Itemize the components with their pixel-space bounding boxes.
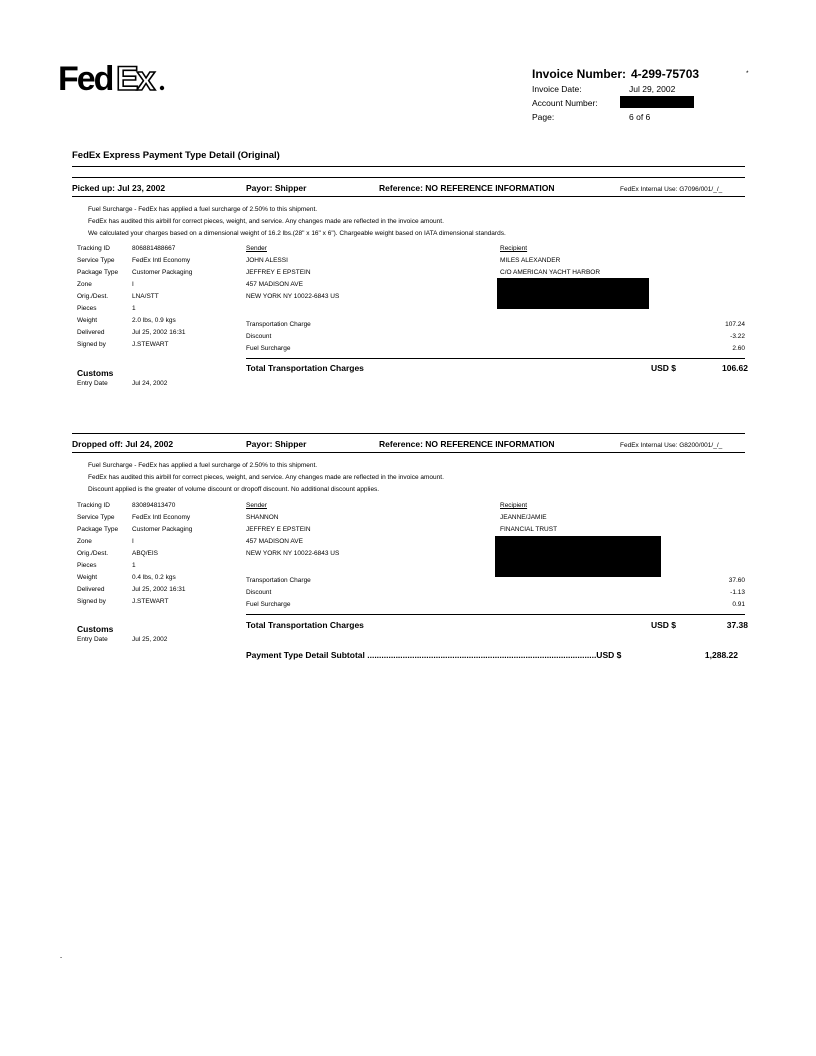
detail-label: Pieces: [77, 562, 97, 569]
charge-labels: [246, 319, 311, 355]
recipient-title: Recipient: [500, 245, 528, 252]
total-label: Total Transportation Charges: [246, 363, 364, 373]
package-type: Customer Packaging: [132, 269, 193, 276]
note-line: We calculated your charges based on a dimensional weight of 16.2 lbs.(28" x 16" x 6"). Chargeable weight based on IATA dimensional standards.: [88, 230, 506, 237]
total-currency: USD $: [651, 620, 677, 630]
charge-amount: 37.60: [728, 577, 745, 584]
charge-label: Discount: [246, 333, 272, 340]
account-number-redaction: [620, 96, 694, 108]
internal-use: FedEx Internal Use: G7096/001/_/_: [620, 186, 723, 193]
signed-by: J.STEWART: [132, 341, 169, 348]
note-line: Fuel Surcharge - FedEx has applied a fuel surcharge of 2.50% to this shipment.: [88, 462, 318, 469]
detail-label: Orig./Dest.: [77, 293, 109, 300]
detail-label: Pieces: [77, 305, 97, 312]
sender-block: [246, 500, 339, 560]
detail-label: Delivered: [77, 586, 105, 593]
sender-line: SHANNON: [246, 514, 279, 521]
corner-mark: *: [746, 70, 749, 77]
service-type: FedEx Intl Economy: [132, 257, 191, 264]
account-number-label: Account Number:: [532, 98, 598, 108]
detail-label: Orig./Dest.: [77, 550, 109, 557]
sender-line: 457 MADISON AVE: [246, 281, 303, 288]
total-rule: [246, 358, 745, 359]
signed-by: J.STEWART: [132, 598, 169, 605]
tracking-id: 806881488667: [132, 245, 176, 252]
charge-label: Fuel Surcharge: [246, 601, 291, 608]
entry-date: Jul 24, 2002: [132, 380, 168, 387]
note-line: FedEx has audited this airbill for correct pieces, weight, and service. Any changes made are reflected in the invoice amount.: [88, 474, 444, 481]
weight: 2.0 lbs, 0.9 kgs: [132, 317, 176, 324]
recipient-line: JEANNE/JAMIE: [500, 514, 547, 521]
charge-label: Fuel Surcharge: [246, 345, 291, 352]
orig-dest: ABQ/EIS: [132, 550, 159, 557]
note-line: Discount applied is the greater of volume discount or dropoff discount. No additional discount applies.: [88, 486, 380, 493]
invoice-number-label: Invoice Number:: [532, 67, 627, 81]
total-amount: 106.62: [722, 363, 748, 373]
shipment-reference: Reference: NO REFERENCE INFORMATION: [379, 183, 555, 193]
invoice-date-label: Invoice Date:: [532, 84, 582, 94]
shipment-notes: [88, 460, 444, 496]
detail-labels: [77, 243, 118, 351]
sender-title: Sender: [246, 245, 267, 252]
charge-label: Discount: [246, 589, 272, 596]
detail-label: Zone: [77, 281, 92, 288]
detail-label: Weight: [77, 574, 98, 581]
shipment-reference: Reference: NO REFERENCE INFORMATION: [379, 439, 555, 449]
customs-title: Customs: [77, 368, 114, 378]
sender-title: Sender: [246, 502, 267, 509]
sender-line: JEFFREY E EPSTEIN: [246, 526, 311, 533]
pieces: 1: [132, 305, 136, 312]
detail-label: Tracking ID: [77, 502, 110, 509]
zone: I: [132, 281, 134, 288]
recipient-line: MILES ALEXANDER: [500, 257, 561, 264]
sender-line: JOHN ALESSI: [246, 257, 288, 264]
charge-amount: 2.60: [732, 345, 745, 352]
shipment-header-rule: [72, 452, 745, 453]
recipient-line: FINANCIAL TRUST: [500, 526, 558, 533]
section-rule-top: [72, 177, 745, 178]
svg-text:Fed: Fed: [58, 60, 113, 98]
detail-values: [132, 243, 192, 351]
sender-block: [246, 243, 339, 303]
entry-date-label: Entry Date: [77, 636, 108, 643]
detail-label: Signed by: [77, 598, 106, 605]
tracking-id: 830894813470: [132, 502, 176, 509]
total-currency: USD $: [651, 363, 677, 373]
detail-label: Zone: [77, 538, 92, 545]
detail-label: Tracking ID: [77, 245, 110, 252]
charge-label: Transportation Charge: [246, 577, 311, 584]
svg-text:Ex: Ex: [116, 60, 154, 98]
note-line: FedEx has audited this airbill for correct pieces, weight, and service. Any changes made are reflected in the invoice amount.: [88, 218, 444, 225]
charge-amount: 0.91: [732, 601, 745, 608]
charge-amount: 107.24: [725, 321, 745, 328]
zone: I: [132, 538, 134, 545]
detail-label: Service Type: [77, 514, 115, 521]
shipment-header-rule: [72, 196, 745, 197]
note-line: Fuel Surcharge - FedEx has applied a fuel surcharge of 2.50% to this shipment.: [88, 206, 318, 213]
section-rule-top: [72, 433, 745, 434]
service-type: FedEx Intl Economy: [132, 514, 191, 521]
recipient-address-redaction: [495, 536, 661, 577]
detail-label: Package Type: [77, 526, 119, 533]
entry-date-label: Entry Date: [77, 380, 108, 387]
pieces: 1: [132, 562, 136, 569]
total-label: Total Transportation Charges: [246, 620, 364, 630]
charge-label: Transportation Charge: [246, 321, 311, 328]
delivered: Jul 25, 2002 16:31: [132, 329, 186, 336]
invoice-number: 4-299-75703: [631, 67, 700, 81]
delivered: Jul 25, 2002 16:31: [132, 586, 186, 593]
shipment-date: Dropped off: Jul 24, 2002: [72, 439, 174, 449]
weight: 0.4 lbs, 0.2 kgs: [132, 574, 176, 581]
shipment-payor: Payor: Shipper: [246, 183, 307, 193]
footer-mark: -: [60, 954, 63, 961]
detail-label: Signed by: [77, 341, 106, 348]
detail-label: Service Type: [77, 257, 115, 264]
sender-line: 457 MADISON AVE: [246, 538, 303, 545]
title-rule: [72, 166, 745, 167]
shipment-notes: [88, 204, 506, 240]
shipment-date: Picked up: Jul 23, 2002: [72, 183, 166, 193]
detail-values: [132, 500, 192, 608]
orig-dest: LNA/STT: [132, 293, 159, 300]
recipient-title: Recipient: [500, 502, 528, 509]
recipient-address-redaction: [497, 278, 649, 309]
internal-use: FedEx Internal Use: G8200/001/_/_: [620, 442, 723, 449]
subtotal-amount: 1,288.22: [704, 650, 738, 660]
page-number: 6 of 6: [629, 112, 651, 122]
shipment-payor: Payor: Shipper: [246, 439, 307, 449]
page-label: Page:: [532, 112, 555, 122]
recipient-block: [500, 500, 557, 536]
charge-amounts: [684, 319, 745, 355]
entry-date: Jul 25, 2002: [132, 636, 168, 643]
invoice-date: Jul 29, 2002: [629, 84, 676, 94]
subtotal-label: Payment Type Detail Subtotal .................................................................................................USD $: [246, 650, 622, 660]
detail-label: Package Type: [77, 269, 119, 276]
charge-labels: [246, 575, 311, 611]
total-rule: [246, 614, 745, 615]
doc-title: FedEx Express Payment Type Detail (Original): [72, 150, 280, 161]
sender-line: NEW YORK NY 10022-6843 US: [246, 293, 340, 300]
detail-label: Delivered: [77, 329, 105, 336]
charge-amount: -3.22: [730, 333, 745, 340]
sender-line: JEFFREY E EPSTEIN: [246, 269, 311, 276]
charge-amount: -1.13: [730, 589, 745, 596]
charge-amounts: [684, 575, 745, 611]
total-amount: 37.38: [726, 620, 748, 630]
sender-line: NEW YORK NY 10022-6843 US: [246, 550, 340, 557]
fedex-logo: [58, 58, 168, 98]
detail-labels: [77, 500, 118, 608]
recipient-block: [500, 243, 600, 279]
customs-title: Customs: [77, 624, 114, 634]
package-type: Customer Packaging: [132, 526, 193, 533]
recipient-line: C/O AMERICAN YACHT HARBOR: [500, 269, 601, 276]
detail-label: Weight: [77, 317, 98, 324]
